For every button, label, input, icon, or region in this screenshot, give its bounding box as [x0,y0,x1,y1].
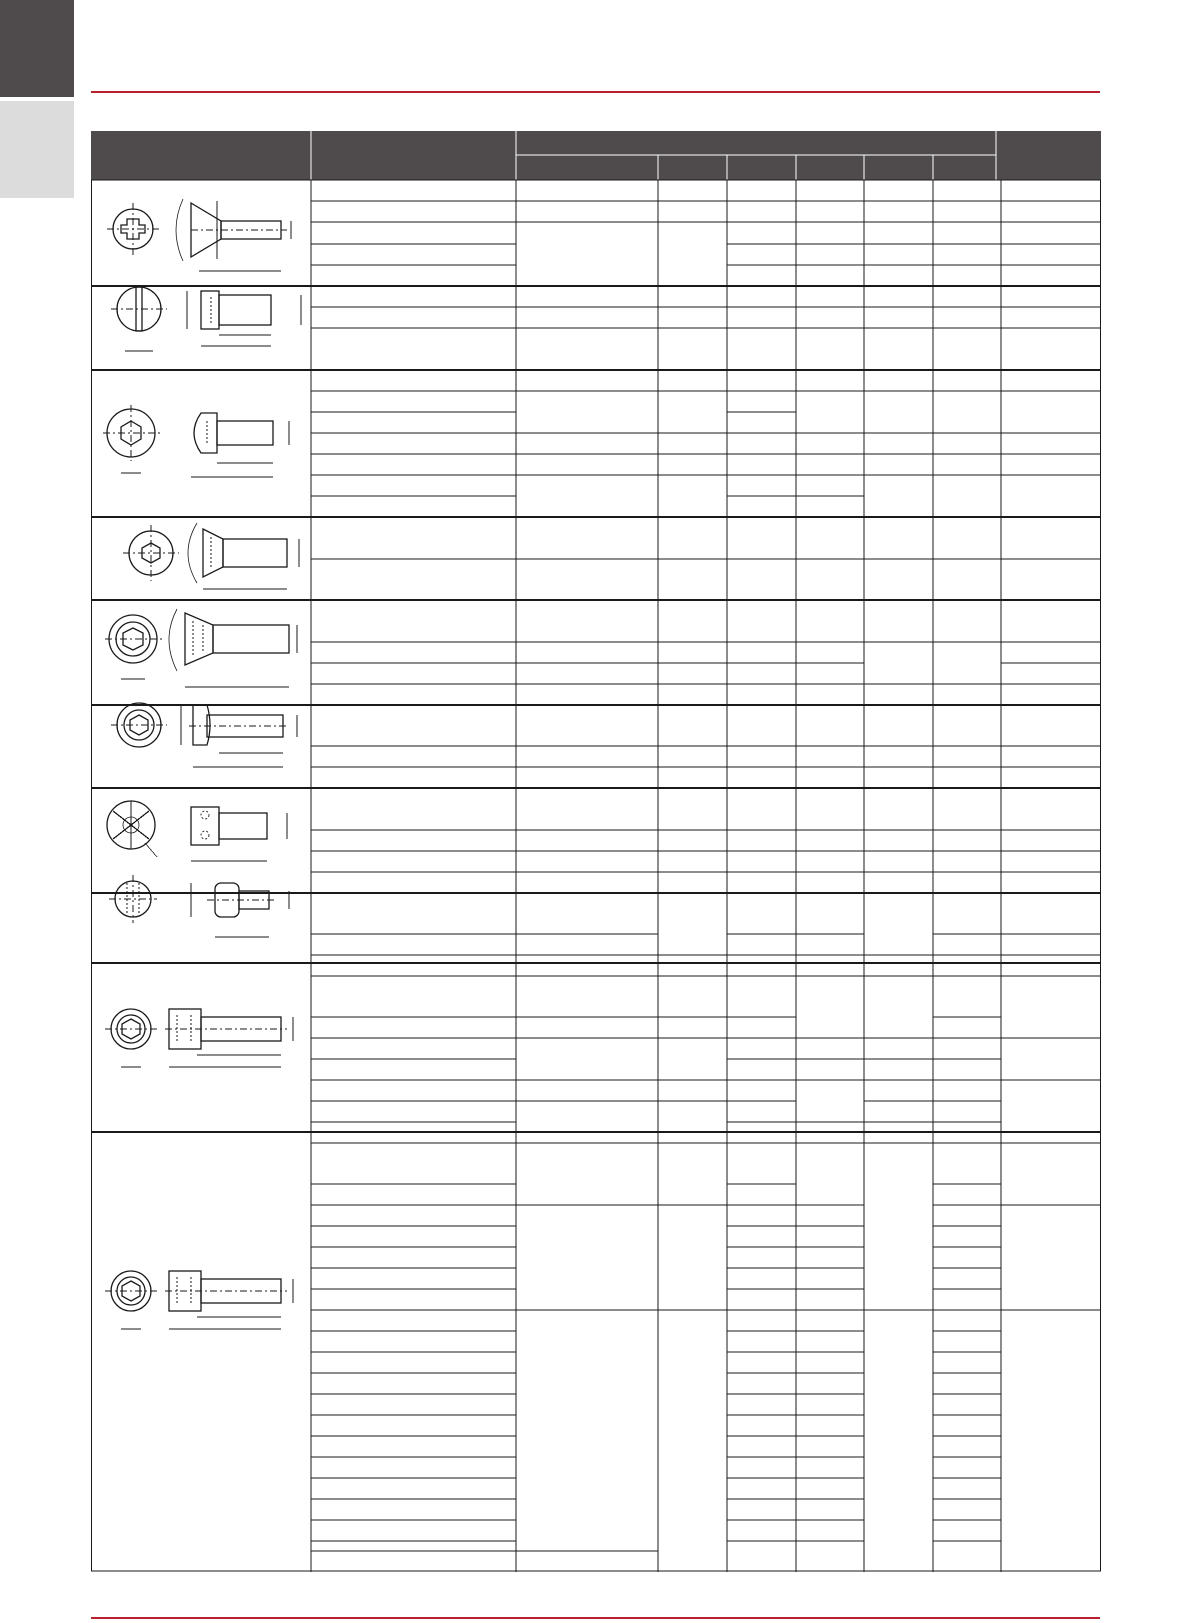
button-head-hex-socket-screw-icon [103,405,289,477]
countersunk-hex-socket-screw-icon [123,523,299,589]
socket-head-cap-screw-icon [105,1009,293,1067]
pan-head-slotted-screw-icon [111,287,301,351]
chapter-tab[interactable] [0,101,74,198]
chapter-tab-active[interactable] [0,0,74,97]
row-lines [311,201,1101,1551]
countersunk-cross-recess-screw-icon [107,199,291,271]
socket-head-cap-screw-icon [105,1271,293,1329]
flat-head-hex-socket-screw-icon [111,703,297,767]
footer-rule [91,1617,1100,1619]
table-body-border [92,180,1101,1571]
header-rule [91,91,1100,93]
cross-hole-head-screw-icon [107,801,287,861]
section-separators [91,286,1101,1132]
round-cross-hole-screw-icon [109,875,289,937]
screw-spec-table [91,131,1101,1572]
countersunk-hex-socket-screw-icon [105,609,297,687]
